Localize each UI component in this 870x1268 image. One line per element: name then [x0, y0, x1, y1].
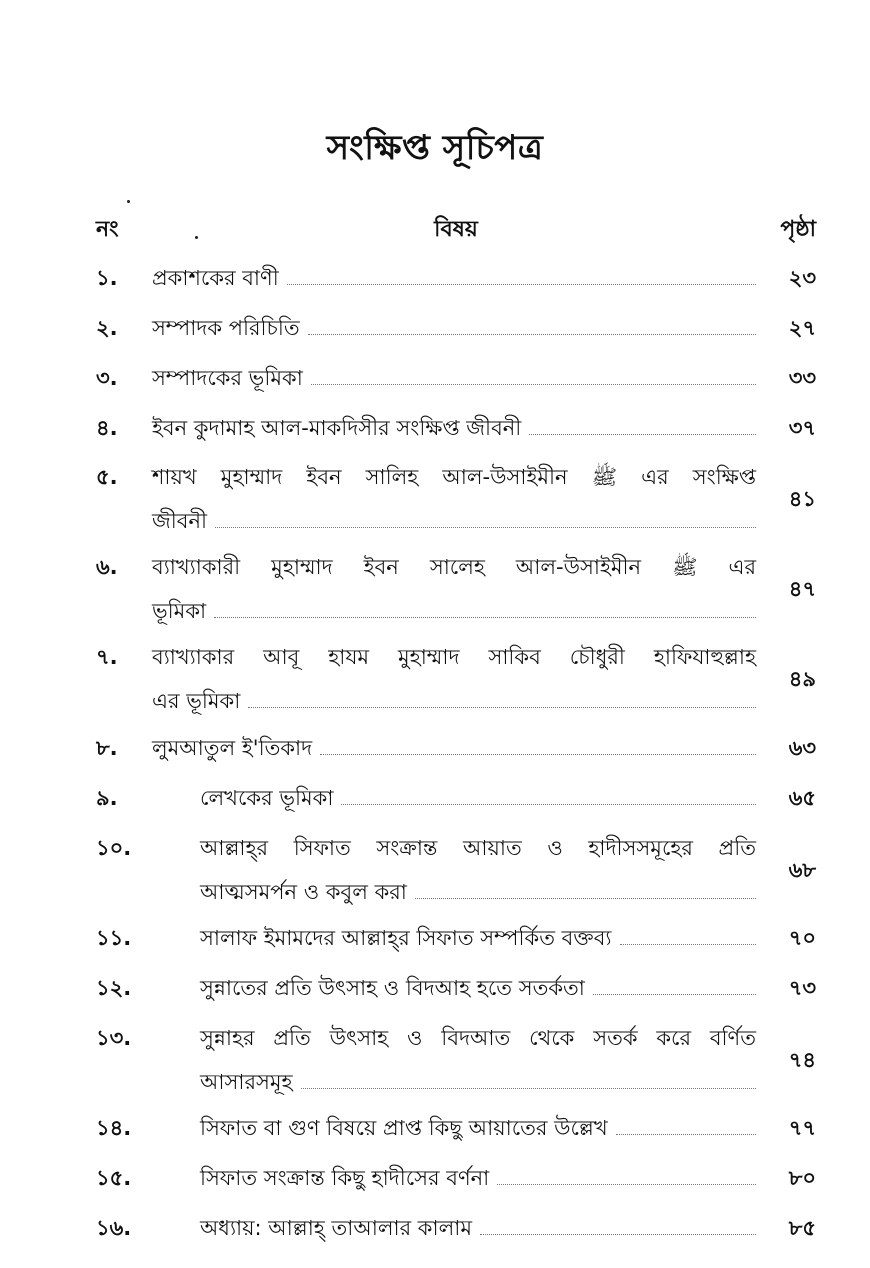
dot-leader [287, 283, 756, 285]
entry-title-line2: আসারসমূহ [200, 1070, 293, 1094]
entry-page: ৬৮ [788, 858, 816, 882]
entry-page: ৭৪ [788, 1048, 816, 1072]
entry-page: ৭৩ [788, 976, 816, 1000]
dot-leader [616, 1133, 756, 1135]
entry-title-line2: ভূমিকা [152, 599, 207, 623]
entry-page: ৩৭ [788, 416, 816, 440]
entry-number: ৭. [96, 645, 118, 669]
dot-leader [480, 1233, 756, 1235]
entry-title: সম্পাদক পরিচিতি [152, 316, 300, 340]
page-title: সংক্ষিপ্ত সূচিপত্র [326, 128, 544, 168]
header-page: পৃষ্ঠা [780, 217, 816, 242]
entry-title: সিফাত সংক্রান্ত কিছু হাদীসের বর্ণনা [200, 1166, 490, 1190]
dot-leader [308, 333, 756, 335]
entry-number: ১৬. [96, 1216, 132, 1240]
dot-leader [341, 803, 756, 805]
entry-page: ৪১ [788, 487, 816, 511]
dot-leader [248, 706, 756, 708]
entry-number: ১৫. [96, 1166, 132, 1190]
dot-leader [415, 897, 756, 899]
dot-leader [311, 383, 756, 385]
entry-title: ইবন কুদামাহ আল-মাকদিসীর সংক্ষিপ্ত জীবনী [152, 416, 522, 440]
entry-title: সম্পাদকের ভূমিকা [152, 366, 303, 390]
entry-page: ৮০ [788, 1166, 816, 1190]
entry-title: অধ্যায়: আল্লাহ্ তাআলার কালাম [200, 1216, 472, 1240]
entry-title-line1: সুন্নাহর প্রতি উৎসাহ ও বিদআত থেকে সতর্ক করে বর্ণিত [200, 1026, 756, 1050]
entry-page: ৪৯ [788, 667, 816, 691]
entry-number: ১৪. [96, 1116, 132, 1140]
entry-title-line1: আল্লাহ্‌র সিফাত সংক্রান্ত আয়াত ও হাদীসসমূহের প্রতি [200, 836, 756, 860]
entry-page: ২৭ [788, 316, 816, 340]
entry-number: ৬. [96, 555, 118, 579]
entry-title-line2: এর ভূমিকা [152, 689, 241, 713]
entry-number: ৮. [96, 736, 118, 760]
entry-title-line1: ব্যাখ্যাকার আবূ হাযম মুহাম্মাদ সাকিব চৌধুরী হাফিযাহুল্লাহ [152, 645, 756, 669]
stray-dot-mark [127, 200, 130, 203]
entry-number: ৪. [96, 416, 118, 440]
entry-page: ৩৩ [788, 366, 816, 390]
entry-number: ৩. [96, 366, 118, 390]
entry-title: সিফাত বা গুণ বিষয়ে প্রাপ্ত কিছু আয়াতের উল্লেখ [200, 1116, 608, 1140]
header-number: নং [96, 217, 119, 242]
entry-title: লেখকের ভূমিকা [200, 786, 334, 810]
dot-leader [593, 993, 756, 995]
entry-page: ৬৫ [788, 786, 816, 810]
entry-number: ১১. [96, 926, 132, 950]
entry-page: ৪৭ [788, 577, 816, 601]
dot-leader [529, 433, 756, 435]
entry-title: প্রকাশকের বাণী [152, 266, 279, 290]
entry-number: ১০. [96, 836, 132, 860]
entry-title-line2: আত্মসমর্পন ও কবুল করা [200, 880, 407, 904]
entry-number: ৯. [96, 786, 118, 810]
dot-leader [620, 943, 757, 945]
entry-page: ৭০ [788, 926, 816, 950]
entry-number: ৫. [96, 465, 118, 489]
header-subject: বিষয় [434, 217, 478, 242]
entry-title: লুমআতুল ই'তিকাদ [152, 736, 313, 760]
entry-page: ৭৭ [788, 1116, 816, 1140]
entry-title: সালাফ ইমামদের আল্লাহ্‌র সিফাত সম্পর্কিত বক্তব্য [200, 926, 612, 950]
entry-title-line1: শায়খ মুহাম্মাদ ইবন সালিহ আল-উসাইমীন ﷺ এর সংক্ষিপ্ত [152, 465, 756, 489]
entry-title-line1: ব্যাখ্যাকারী মুহাম্মাদ ইবন সালেহ আল-উসাইমীন ﷺ এর [152, 555, 756, 579]
dot-leader [215, 526, 756, 528]
entry-number: ১৩. [96, 1026, 132, 1050]
dot-leader [320, 753, 756, 755]
entry-title-line2: জীবনী [152, 509, 208, 533]
entry-number: ২. [96, 316, 118, 340]
entry-number: ১২. [96, 976, 132, 1000]
dot-leader [301, 1087, 756, 1089]
dot-leader [214, 616, 756, 618]
entry-page: ৬৩ [788, 736, 816, 760]
entry-page: ২৩ [788, 266, 816, 290]
entry-title: সুন্নাতের প্রতি উৎসাহ ও বিদআহ হতে সতর্কতা [200, 976, 585, 1000]
entry-number: ১. [96, 266, 118, 290]
dot-leader [497, 1183, 756, 1185]
entry-page: ৮৫ [788, 1216, 816, 1240]
toc-header [96, 212, 816, 252]
